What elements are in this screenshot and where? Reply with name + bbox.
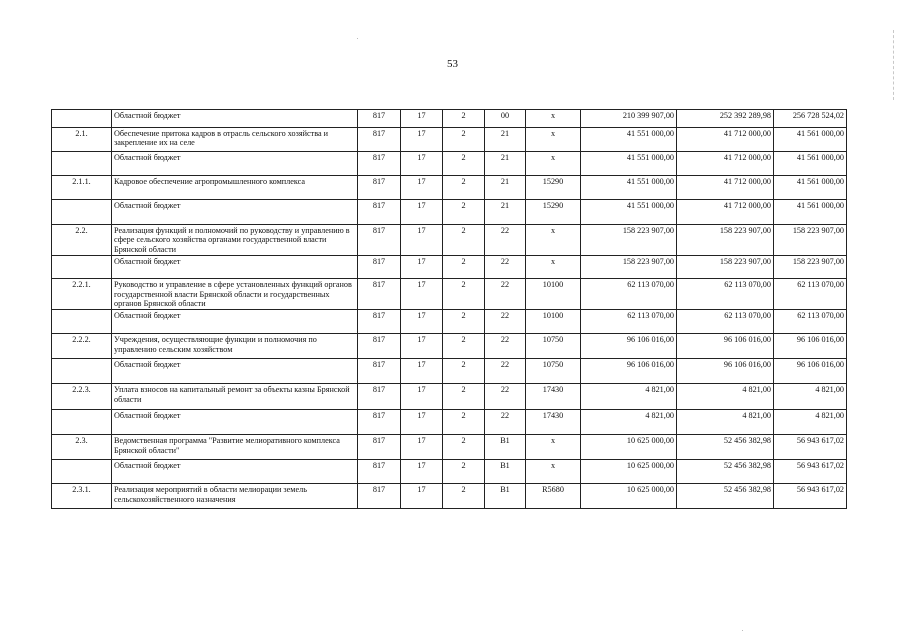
code-ministry: 817 <box>358 200 401 225</box>
code-event: В1 <box>485 460 526 484</box>
code-direction: х <box>526 460 581 484</box>
table-row <box>52 410 847 435</box>
amount-year-3: 96 106 016,00 <box>774 359 847 384</box>
code-event: 22 <box>485 334 526 359</box>
row-name: Учреждения, осуществляющие функции и полномочия по управлению сельским хозяйством <box>112 334 358 359</box>
amount-year-2: 252 392 289,98 <box>677 110 774 128</box>
code-ministry: 817 <box>358 460 401 484</box>
scan-speck <box>357 38 358 39</box>
code-ministry: 817 <box>358 410 401 435</box>
amount-year-3: 62 113 070,00 <box>774 310 847 334</box>
code-subprogram: 2 <box>443 334 485 359</box>
amount-year-1: 41 551 000,00 <box>581 128 677 152</box>
row-name: Областной бюджет <box>112 256 358 279</box>
row-name: Областной бюджет <box>112 460 358 484</box>
row-name: Реализация функций и полномочий по руководству и управлению в сфере сельского хозяйства органами государственной власти Брянской области <box>112 225 358 256</box>
table-row <box>52 435 847 460</box>
row-name: Уплата взносов на капитальный ремонт за объекты казны Брянской области <box>112 384 358 410</box>
code-ministry: 817 <box>358 384 401 410</box>
code-direction: х <box>526 256 581 279</box>
code-ministry: 817 <box>358 310 401 334</box>
table-row <box>52 310 847 334</box>
table-row <box>52 110 847 128</box>
code-subprogram: 2 <box>443 435 485 460</box>
amount-year-1: 96 106 016,00 <box>581 334 677 359</box>
amount-year-3: 4 821,00 <box>774 384 847 410</box>
code-program: 17 <box>401 279 443 310</box>
code-program: 17 <box>401 359 443 384</box>
amount-year-1: 10 625 000,00 <box>581 460 677 484</box>
code-program: 17 <box>401 200 443 225</box>
code-subprogram: 2 <box>443 152 485 176</box>
code-subprogram: 2 <box>443 460 485 484</box>
code-program: 17 <box>401 410 443 435</box>
amount-year-2: 158 223 907,00 <box>677 256 774 279</box>
amount-year-3: 41 561 000,00 <box>774 128 847 152</box>
row-number <box>52 460 112 484</box>
code-ministry: 817 <box>358 152 401 176</box>
code-program: 17 <box>401 110 443 128</box>
amount-year-1: 96 106 016,00 <box>581 359 677 384</box>
amount-year-3: 41 561 000,00 <box>774 176 847 200</box>
row-name: Кадровое обеспечение агропромышленного комплекса <box>112 176 358 200</box>
row-number <box>52 359 112 384</box>
row-name: Областной бюджет <box>112 359 358 384</box>
row-name: Областной бюджет <box>112 152 358 176</box>
amount-year-3: 256 728 524,02 <box>774 110 847 128</box>
code-ministry: 817 <box>358 484 401 509</box>
code-subprogram: 2 <box>443 110 485 128</box>
code-event: 21 <box>485 200 526 225</box>
code-program: 17 <box>401 435 443 460</box>
table-row <box>52 152 847 176</box>
code-subprogram: 2 <box>443 310 485 334</box>
row-name: Областной бюджет <box>112 200 358 225</box>
table-row <box>52 128 847 152</box>
code-program: 17 <box>401 484 443 509</box>
code-ministry: 817 <box>358 176 401 200</box>
amount-year-1: 158 223 907,00 <box>581 225 677 256</box>
amount-year-3: 158 223 907,00 <box>774 225 847 256</box>
code-direction: R5680 <box>526 484 581 509</box>
amount-year-3: 96 106 016,00 <box>774 334 847 359</box>
amount-year-2: 41 712 000,00 <box>677 200 774 225</box>
code-subprogram: 2 <box>443 410 485 435</box>
code-ministry: 817 <box>358 334 401 359</box>
code-event: 21 <box>485 128 526 152</box>
code-event: 22 <box>485 225 526 256</box>
code-subprogram: 2 <box>443 176 485 200</box>
code-event: В1 <box>485 435 526 460</box>
code-program: 17 <box>401 176 443 200</box>
table-row <box>52 200 847 225</box>
amount-year-2: 4 821,00 <box>677 410 774 435</box>
code-event: 00 <box>485 110 526 128</box>
row-number <box>52 410 112 435</box>
code-direction: х <box>526 152 581 176</box>
amount-year-3: 62 113 070,00 <box>774 279 847 310</box>
code-direction: 17430 <box>526 410 581 435</box>
amount-year-2: 96 106 016,00 <box>677 359 774 384</box>
code-subprogram: 2 <box>443 128 485 152</box>
scan-speck <box>742 630 743 631</box>
code-direction: х <box>526 128 581 152</box>
table-row <box>52 460 847 484</box>
amount-year-1: 158 223 907,00 <box>581 256 677 279</box>
row-name: Ведомственная программа "Развитие мелиоративного комплекса Брянской области" <box>112 435 358 460</box>
code-direction: х <box>526 435 581 460</box>
row-number: 2.1. <box>52 128 112 152</box>
amount-year-2: 52 456 382,98 <box>677 460 774 484</box>
amount-year-1: 4 821,00 <box>581 384 677 410</box>
amount-year-2: 52 456 382,98 <box>677 484 774 509</box>
row-number: 2.2.2. <box>52 334 112 359</box>
code-program: 17 <box>401 152 443 176</box>
code-program: 17 <box>401 460 443 484</box>
code-event: 22 <box>485 410 526 435</box>
row-name: Реализация мероприятий в области мелиорации земель сельскохозяйственного назначения <box>112 484 358 509</box>
amount-year-2: 41 712 000,00 <box>677 176 774 200</box>
code-event: 22 <box>485 256 526 279</box>
row-number <box>52 256 112 279</box>
code-ministry: 817 <box>358 128 401 152</box>
amount-year-3: 158 223 907,00 <box>774 256 847 279</box>
row-number <box>52 200 112 225</box>
amount-year-1: 4 821,00 <box>581 410 677 435</box>
amount-year-1: 10 625 000,00 <box>581 484 677 509</box>
code-ministry: 817 <box>358 110 401 128</box>
code-ministry: 817 <box>358 279 401 310</box>
code-program: 17 <box>401 310 443 334</box>
code-event: 22 <box>485 310 526 334</box>
row-name: Руководство и управление в сфере установленных функций органов государственной власти Брянской области и государственных органов Брянской области <box>112 279 358 310</box>
row-name: Областной бюджет <box>112 310 358 334</box>
table-row <box>52 359 847 384</box>
code-direction: 10100 <box>526 279 581 310</box>
code-event: 22 <box>485 359 526 384</box>
code-program: 17 <box>401 256 443 279</box>
code-event: 21 <box>485 152 526 176</box>
row-name: Обеспечение притока кадров в отрасль сельского хозяйства и закрепление их на селе <box>112 128 358 152</box>
code-direction: 10750 <box>526 334 581 359</box>
code-ministry: 817 <box>358 225 401 256</box>
amount-year-1: 210 399 907,00 <box>581 110 677 128</box>
code-program: 17 <box>401 384 443 410</box>
code-direction: х <box>526 225 581 256</box>
amount-year-2: 62 113 070,00 <box>677 279 774 310</box>
amount-year-3: 41 561 000,00 <box>774 152 847 176</box>
code-direction: 10100 <box>526 310 581 334</box>
amount-year-3: 56 943 617,02 <box>774 484 847 509</box>
table-row <box>52 279 847 310</box>
row-number <box>52 310 112 334</box>
table-row <box>52 334 847 359</box>
code-subprogram: 2 <box>443 225 485 256</box>
code-direction: х <box>526 110 581 128</box>
code-program: 17 <box>401 334 443 359</box>
code-ministry: 817 <box>358 435 401 460</box>
row-number: 2.2. <box>52 225 112 256</box>
table-row <box>52 176 847 200</box>
amount-year-1: 62 113 070,00 <box>581 279 677 310</box>
amount-year-3: 56 943 617,02 <box>774 460 847 484</box>
scan-edge-marks <box>893 30 895 100</box>
row-number: 2.2.1. <box>52 279 112 310</box>
code-direction: 15290 <box>526 200 581 225</box>
code-direction: 15290 <box>526 176 581 200</box>
row-number: 2.3.1. <box>52 484 112 509</box>
table-row <box>52 484 847 509</box>
table-row <box>52 225 847 256</box>
code-event: В1 <box>485 484 526 509</box>
code-subprogram: 2 <box>443 359 485 384</box>
amount-year-2: 96 106 016,00 <box>677 334 774 359</box>
code-program: 17 <box>401 128 443 152</box>
amount-year-2: 158 223 907,00 <box>677 225 774 256</box>
amount-year-1: 62 113 070,00 <box>581 310 677 334</box>
table-row <box>52 256 847 279</box>
code-ministry: 817 <box>358 359 401 384</box>
code-subprogram: 2 <box>443 484 485 509</box>
row-name: Областной бюджет <box>112 410 358 435</box>
row-number: 2.3. <box>52 435 112 460</box>
amount-year-1: 41 551 000,00 <box>581 176 677 200</box>
amount-year-1: 41 551 000,00 <box>581 200 677 225</box>
row-number: 2.1.1. <box>52 176 112 200</box>
amount-year-2: 62 113 070,00 <box>677 310 774 334</box>
code-event: 21 <box>485 176 526 200</box>
row-number: 2.2.3. <box>52 384 112 410</box>
code-direction: 10750 <box>526 359 581 384</box>
amount-year-1: 10 625 000,00 <box>581 435 677 460</box>
code-event: 22 <box>485 384 526 410</box>
code-subprogram: 2 <box>443 256 485 279</box>
code-subprogram: 2 <box>443 279 485 310</box>
code-direction: 17430 <box>526 384 581 410</box>
row-number <box>52 152 112 176</box>
table-row <box>52 384 847 410</box>
amount-year-3: 41 561 000,00 <box>774 200 847 225</box>
budget-table-body <box>52 110 847 509</box>
amount-year-2: 52 456 382,98 <box>677 435 774 460</box>
amount-year-2: 41 712 000,00 <box>677 128 774 152</box>
amount-year-2: 4 821,00 <box>677 384 774 410</box>
code-event: 22 <box>485 279 526 310</box>
amount-year-2: 41 712 000,00 <box>677 152 774 176</box>
page-number: 53 <box>447 58 458 70</box>
code-subprogram: 2 <box>443 200 485 225</box>
code-subprogram: 2 <box>443 384 485 410</box>
code-program: 17 <box>401 225 443 256</box>
row-number <box>52 110 112 128</box>
code-ministry: 817 <box>358 256 401 279</box>
amount-year-3: 4 821,00 <box>774 410 847 435</box>
amount-year-1: 41 551 000,00 <box>581 152 677 176</box>
row-name: Областной бюджет <box>112 110 358 128</box>
budget-table <box>51 109 847 509</box>
amount-year-3: 56 943 617,02 <box>774 435 847 460</box>
